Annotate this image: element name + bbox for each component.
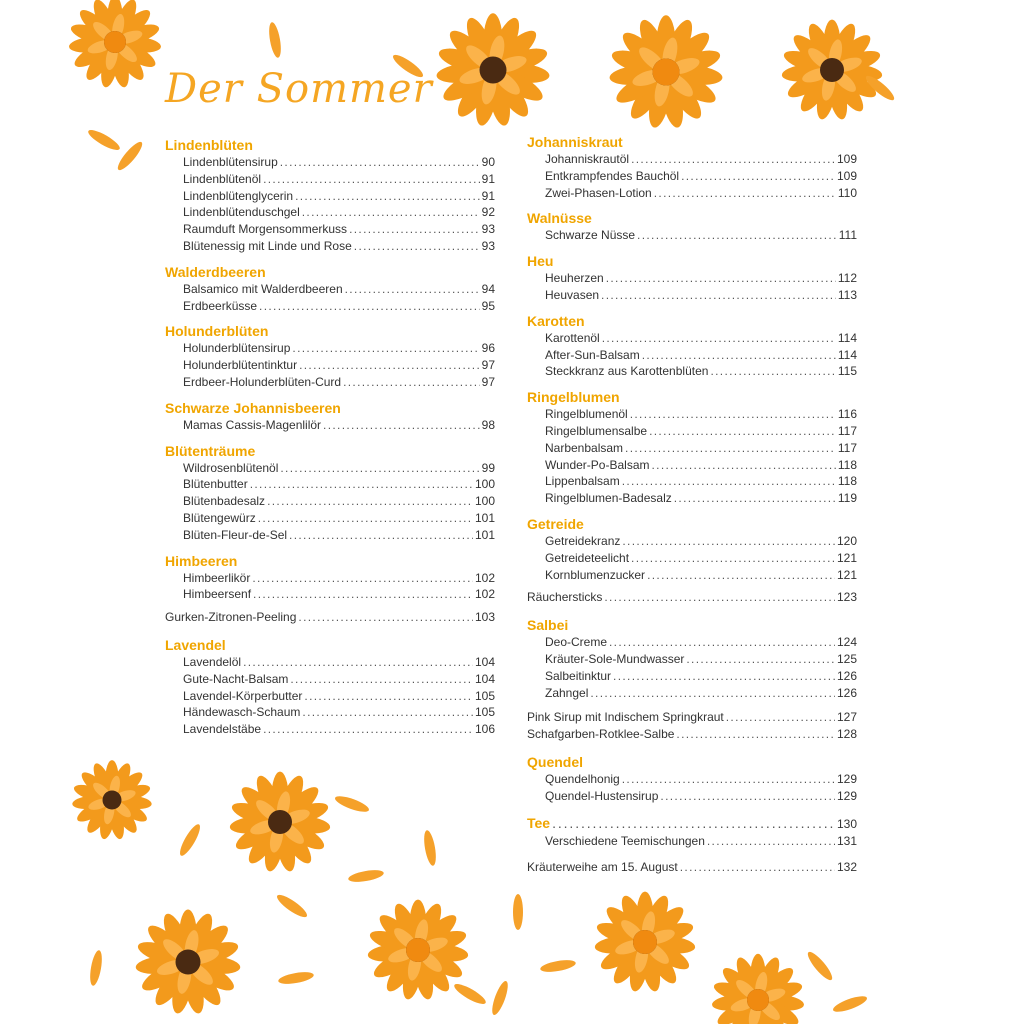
toc-entry-label: Blütenessig mit Linde und Rose [183,239,352,253]
toc-entry-label: Ringelblumenöl [545,407,628,422]
flower-bottom-4 [711,954,805,1024]
toc-page-number: 124 [836,635,857,650]
dot-leader [622,533,835,549]
toc-entry[interactable] [527,473,857,489]
section-heading: Ringelblumen [527,389,620,406]
toc-page-number: 120 [836,534,857,548]
toc-page-number: 106 [474,722,495,737]
toc-entry-label: Verschiedene Teemischungen [545,833,705,848]
toc-entry[interactable] [527,859,857,875]
flower-bottom-mid-left [229,772,331,873]
toc-entry-label: Heuvasen [545,288,600,302]
toc-page-number: 129 [836,788,857,803]
toc-entry[interactable] [165,609,495,625]
dot-leader [263,171,480,187]
dot-leader [263,721,473,737]
toc-page-number: 129 [836,772,857,786]
flower-bottom-3 [594,892,696,993]
toc-page-number: 117 [837,424,857,438]
toc-entry-label: Lavendel-Körperbutter [183,688,303,703]
toc-page-number: 118 [837,457,857,472]
toc-entry-label: Kräuter-Sole-Mundwasser [545,652,685,666]
dot-leader [660,788,835,804]
dot-leader [631,550,835,566]
dot-leader [631,151,835,167]
dot-leader [625,440,836,456]
flower-bottom-left [72,760,153,840]
toc-entry[interactable] [165,204,495,220]
toc-entry-label: Holunderblütensirup [183,341,291,356]
dot-leader [726,709,835,725]
dot-leader [289,527,473,543]
dot-leader [642,347,836,363]
toc-entry-label: Ringelblumen-Badesalz [545,491,672,506]
toc-entry[interactable] [165,510,495,526]
toc-entry-label: Deo-Creme [545,635,608,650]
flower-top-center [436,13,551,127]
toc-entry[interactable] [165,671,495,687]
toc-entry-label: Erdbeer-Holunderblüten-Curd [183,375,342,389]
toc-entry[interactable] [165,374,495,390]
dot-leader [707,833,835,849]
section-heading: Karotten [527,312,585,329]
toc-entry[interactable] [527,567,857,583]
toc-page-number: 91 [481,188,495,203]
toc-page-number: 119 [837,491,857,506]
toc-entry-label: Schafgarben-Rotklee-Salbe [527,727,675,742]
toc-entry-label: Zwei-Phasen-Lotion [545,185,652,200]
dot-leader [280,460,479,476]
dot-leader [253,586,473,602]
dot-leader [302,204,480,220]
toc-entry[interactable] [165,527,495,543]
dot-leader [250,476,473,492]
toc-entry[interactable] [165,570,495,586]
toc-entry[interactable] [527,270,857,286]
toc-entry[interactable] [527,151,857,167]
dot-leader [299,357,480,373]
section-heading: Tee [527,814,551,831]
dot-leader [323,417,480,433]
toc-page-number: 102 [474,570,495,585]
toc-page-number: 128 [836,727,857,742]
section-heading: Heu [527,253,554,270]
toc-entry[interactable] [527,788,857,804]
toc-entry[interactable] [527,815,857,832]
dot-leader [280,154,480,170]
flower-bottom-1 [135,910,241,1016]
toc-entry-label: Lavendelstäbe [183,722,262,737]
dot-leader [601,287,836,303]
toc-entry[interactable] [527,685,857,701]
toc-entry[interactable] [527,833,857,849]
toc-entry[interactable] [165,721,495,737]
dot-leader [604,589,835,605]
dot-leader [680,859,835,875]
toc-page-number: 132 [836,860,857,875]
toc-page-number: 116 [837,407,857,422]
toc-page-number: 100 [474,477,495,492]
toc-entry[interactable] [527,726,857,742]
toc-entry[interactable] [527,406,857,422]
toc-entry-label: Kräuterweihe am 15. August [527,860,678,875]
toc-entry-label: Raumduft Morgensommerkuss [183,222,348,237]
dot-leader [243,654,473,670]
toc-entry[interactable] [527,347,857,363]
toc-entry[interactable] [165,188,495,204]
toc-entry-label: Zahngel [545,685,589,700]
toc-entry[interactable] [165,357,495,373]
toc-entry[interactable] [527,440,857,456]
section-heading: Schwarze Johannisbeeren [165,399,341,416]
toc-entry[interactable] [527,651,857,667]
toc-page-number: 113 [837,288,857,302]
toc-entry-label: Karottenöl [545,330,600,345]
toc-page-number: 109 [836,168,857,183]
toc-entry-label: After-Sun-Balsam [545,347,640,362]
toc-page-number: 96 [481,341,495,356]
toc-entry[interactable] [165,688,495,704]
toc-page-number: 104 [474,655,495,669]
toc-entry-label: Lindenblütensirup [183,155,278,169]
toc-page-number: 100 [474,494,495,509]
toc-entry[interactable] [165,586,495,602]
dot-leader [681,168,835,184]
flower-top-right-1 [609,15,724,129]
toc-page-number: 131 [836,833,857,848]
section-heading: Getreide [527,516,584,532]
dot-leader [622,771,835,787]
toc-entry-label: Lippenbalsam [545,474,620,489]
section-heading: Lindenblüten [165,137,253,153]
toc-entry[interactable] [527,423,857,439]
toc-entry[interactable] [165,221,495,237]
toc-entry-label: Händewasch-Schaum [183,705,301,720]
section-heading: Himbeeren [165,552,238,569]
toc-page-number: 109 [836,152,857,166]
section-heading: Quendel [527,754,584,770]
dot-leader [349,221,480,237]
toc-page-number: 117 [837,440,857,455]
toc-entry-label: Balsamico mit Walderdbeeren [183,281,343,296]
toc-entry-label: Wildrosenblütenöl [183,460,279,475]
dot-leader [343,374,480,390]
toc-page-number: 121 [836,567,857,582]
dot-leader [267,493,473,509]
flower-top-right-2 [781,20,883,121]
toc-page-number: 101 [474,511,495,525]
toc-page-number: 97 [481,375,495,389]
toc-page-number: 102 [474,587,495,602]
toc-page-number: 125 [836,652,857,666]
dot-leader [606,270,836,286]
toc-entry-label: Gurken-Zitronen-Peeling [165,610,297,625]
toc-entry-label: Entkrampfendes Bauchöl [545,168,680,183]
toc-entry[interactable] [527,227,857,243]
dot-leader [259,298,480,314]
toc-entry-label: Ringelblumensalbe [545,424,648,438]
toc-entry[interactable] [165,704,495,720]
toc-entry-label: Kornblumenzucker [545,567,646,582]
toc-entry-label: Himbeersenf [183,587,252,602]
toc-entry[interactable] [527,287,857,303]
dot-leader [354,238,480,254]
dot-leader [302,704,473,720]
toc-page-number: 127 [836,710,857,725]
dot-leader [602,330,836,346]
dot-leader [637,227,837,243]
toc-entry-label: Steckkranz aus Karottenblüten [545,364,709,379]
toc-page-number: 123 [836,590,857,605]
dot-leader [295,188,480,204]
toc-page-number: 92 [481,205,495,220]
toc-entry-label: Himbeerlikör [183,570,251,585]
toc-page-number: 114 [837,347,857,362]
toc-entry-label: Pink Sirup mit Indischem Springkraut [527,710,724,725]
toc-page-number: 104 [474,671,495,686]
toc-entry-label: Blüten-Fleur-de-Sel [183,527,288,542]
toc-page-number: 111 [838,228,857,243]
toc-entry-label: Räuchersticks [527,590,603,605]
toc-page-number: 121 [836,550,857,565]
dot-leader [651,457,835,473]
toc-page-number: 118 [837,474,857,489]
toc-entry[interactable] [527,668,857,684]
toc-entry-label: Salbeitinktur [545,668,612,683]
flower-bottom-2 [367,900,469,1001]
toc-page-number: 130 [836,816,857,831]
toc-page-number: 114 [837,330,857,345]
toc-entry-label: Wunder-Po-Balsam [545,457,650,472]
dot-leader [290,671,473,687]
toc-page-number: 99 [481,460,495,475]
dot-leader [654,185,836,201]
dot-leader [552,815,835,831]
toc-entry-label: Schwarze Nüsse [545,228,636,243]
dot-leader [590,685,835,701]
toc-entry-label: Mamas Cassis-Magenlilör [183,417,322,432]
section-heading: Johanniskraut [527,134,623,150]
section-heading: Holunderblüten [165,323,269,340]
toc-page-number: 93 [481,239,495,253]
section-heading: Lavendel [165,637,226,653]
toc-entry-label: Quendelhonig [545,772,620,786]
dot-leader [686,651,835,667]
toc-entry-label: Lavendelöl [183,655,242,669]
toc-entry-label: Lindenblütenduschgel [183,205,300,220]
toc-page-number: 90 [481,155,495,169]
dot-leader [258,510,473,526]
toc-entry[interactable] [527,771,857,787]
toc-entry[interactable] [527,634,857,650]
dot-leader [252,570,473,586]
toc-entry[interactable] [527,185,857,201]
flower-top-left [68,0,162,89]
dot-leader [630,406,836,422]
toc-entry[interactable] [165,654,495,670]
toc-entry[interactable] [527,168,857,184]
toc-entry[interactable] [165,417,495,433]
dot-leader [292,340,479,356]
toc-entry[interactable] [165,460,495,476]
toc-entry[interactable] [165,476,495,492]
toc-page-number: 112 [837,271,857,286]
toc-page-number: 110 [837,185,857,200]
dot-leader [647,567,835,583]
toc-entry[interactable] [165,298,495,314]
toc-page-number: 101 [474,527,495,542]
toc-entry-label: Getreideteelicht [545,550,630,565]
toc-page-number: 115 [837,364,857,379]
toc-page-number: 97 [481,358,495,373]
toc-page-number: 94 [481,281,495,296]
toc-entry[interactable] [527,589,857,605]
dot-leader [674,490,836,506]
dot-leader [609,634,835,650]
dot-leader [622,473,836,489]
toc-entry-label: Johanniskrautöl [545,152,630,166]
dot-leader [345,281,480,297]
toc-entry[interactable] [527,363,857,379]
dot-leader [613,668,835,684]
page-title: Der Sommer [165,66,433,112]
toc-page-number: 126 [836,685,857,700]
toc-entry-label: Holunderblütentinktur [183,358,298,373]
toc-entry[interactable] [165,281,495,297]
toc-entry[interactable] [165,340,495,356]
toc-entry[interactable] [165,171,495,187]
toc-entry[interactable] [165,154,495,170]
toc-entry-label: Quendel-Hustensirup [545,788,659,803]
toc-page-number: 91 [481,171,495,186]
toc-page-number: 126 [836,668,857,683]
toc-page-number: 103 [474,610,495,625]
dot-leader [710,363,835,379]
toc-entry[interactable] [527,457,857,473]
toc-page-number: 105 [474,688,495,703]
section-heading: Walnüsse [527,210,592,227]
toc-entry-label: Gute-Nacht-Balsam [183,671,289,686]
section-heading: Walderdbeeren [165,263,266,280]
toc-entry[interactable] [527,550,857,566]
toc-entry-label: Blütengewürz [183,511,256,525]
toc-entry[interactable] [527,490,857,506]
toc-page-number: 105 [474,705,495,720]
toc-entry-label: Lindenblütenglycerin [183,188,294,203]
toc-entry[interactable] [527,533,857,549]
dot-leader [298,609,473,625]
toc-entry[interactable] [527,330,857,346]
toc-entry-label: Erdbeerküsse [183,298,258,313]
toc-entry-label: Narbenbalsam [545,440,624,455]
toc-page-number: 93 [481,222,495,237]
toc-entry[interactable] [527,709,857,725]
section-heading: Blütenträume [165,442,256,459]
dot-leader [676,726,835,742]
dot-leader [304,688,473,704]
section-heading: Salbei [527,617,569,634]
toc-entry[interactable] [165,238,495,254]
dot-leader [649,423,836,439]
toc-entry-label: Blütenbadesalz [183,494,266,509]
toc-page-number: 95 [481,298,495,313]
toc-entry-label: Getreidekranz [545,534,621,548]
toc-entry-label: Lindenblütenöl [183,171,262,186]
toc-page-number: 98 [481,417,495,432]
toc-entry-label: Blütenbutter [183,477,248,492]
toc-entry-label: Heuherzen [545,271,604,286]
toc-entry[interactable] [165,493,495,509]
